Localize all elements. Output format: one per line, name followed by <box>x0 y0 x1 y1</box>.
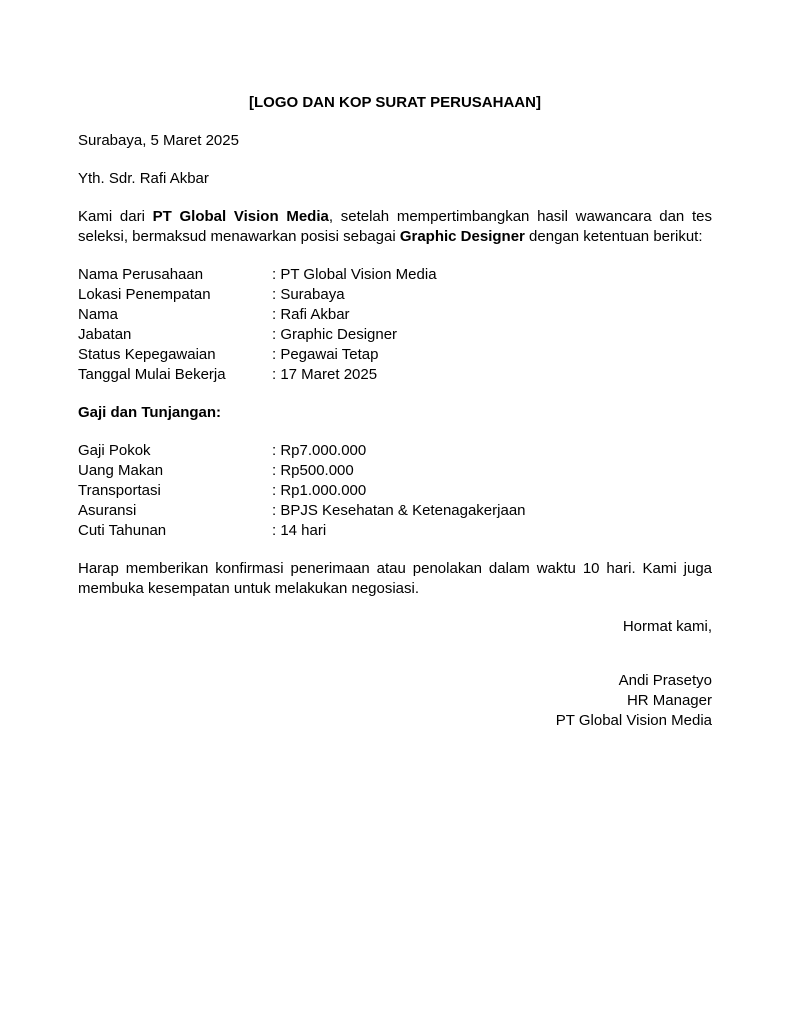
salary-row-transport <box>78 481 712 501</box>
intro-company-name: PT Global Vision Media <box>152 208 329 225</box>
detail-value: : Graphic Designer <box>272 326 398 343</box>
signature-title: HR Manager <box>626 692 712 709</box>
salary-value: : Rp7.000.000 <box>272 442 367 459</box>
detail-row-position <box>78 325 712 345</box>
detail-row-location <box>78 285 712 305</box>
salary-row-insurance <box>78 501 712 521</box>
salary-label: Asuransi <box>78 502 137 519</box>
salary-value: : Rp500.000 <box>272 462 354 479</box>
salary-details-block <box>78 441 712 541</box>
signature-name: Andi Prasetyo <box>618 672 712 689</box>
salary-value: : BPJS Kesehatan & Ketenagakerjaan <box>272 502 526 519</box>
detail-row-employment-status <box>78 345 712 365</box>
detail-label: Jabatan <box>78 326 132 343</box>
salary-row-meal-allowance <box>78 461 712 481</box>
intro-text-3: dengan ketentuan berikut: <box>524 228 703 245</box>
detail-value: : PT Global Vision Media <box>272 266 437 283</box>
salary-section-heading: Gaji dan Tunjangan: <box>78 404 222 421</box>
detail-label: Status Kepegawaian <box>78 346 216 363</box>
detail-row-name <box>78 305 712 325</box>
signature-block <box>78 671 712 731</box>
salary-label: Cuti Tahunan <box>78 522 167 539</box>
salary-row-annual-leave <box>78 521 712 541</box>
intro-position-name: Graphic Designer <box>399 228 525 245</box>
signature-company: PT Global Vision Media <box>555 712 712 729</box>
salary-label: Transportasi <box>78 482 161 499</box>
salary-value: : Rp1.000.000 <box>272 482 367 499</box>
intro-paragraph <box>78 207 712 247</box>
letterhead-placeholder: [LOGO DAN KOP SURAT PERUSAHAAN] <box>249 94 541 111</box>
city-date-line: Surabaya, 5 Maret 2025 <box>78 132 239 149</box>
recipient-line: Yth. Sdr. Rafi Akbar <box>78 170 209 187</box>
detail-value: : 17 Maret 2025 <box>272 366 378 383</box>
intro-text-2: , setelah mempertimbangkan hasil wawancara dan tes seleksi, bermaksud menawarkan posisi sebagai <box>78 208 712 245</box>
intro-text-1: Kami dari <box>78 208 153 225</box>
detail-value: : Pegawai Tetap <box>272 346 379 363</box>
detail-label: Lokasi Penempatan <box>78 286 211 303</box>
salary-label: Gaji Pokok <box>78 442 151 459</box>
detail-value: : Rafi Akbar <box>272 306 350 323</box>
detail-row-company <box>78 265 712 285</box>
detail-row-start-date <box>78 365 712 385</box>
detail-label: Tanggal Mulai Bekerja <box>78 366 226 383</box>
signoff-line: Hormat kami, <box>622 618 712 635</box>
salary-row-base-salary <box>78 441 712 461</box>
detail-label: Nama Perusahaan <box>78 266 204 283</box>
salary-value: : 14 hari <box>272 522 327 539</box>
detail-label: Nama <box>78 306 119 323</box>
salary-label: Uang Makan <box>78 462 164 479</box>
employment-details-block <box>78 265 712 385</box>
detail-value: : Surabaya <box>272 286 345 303</box>
closing-paragraph: Harap memberikan konfirmasi penerimaan atau penolakan dalam waktu 10 hari. Kami juga membuka kesempatan untuk melakukan negosiasi. <box>78 560 712 597</box>
